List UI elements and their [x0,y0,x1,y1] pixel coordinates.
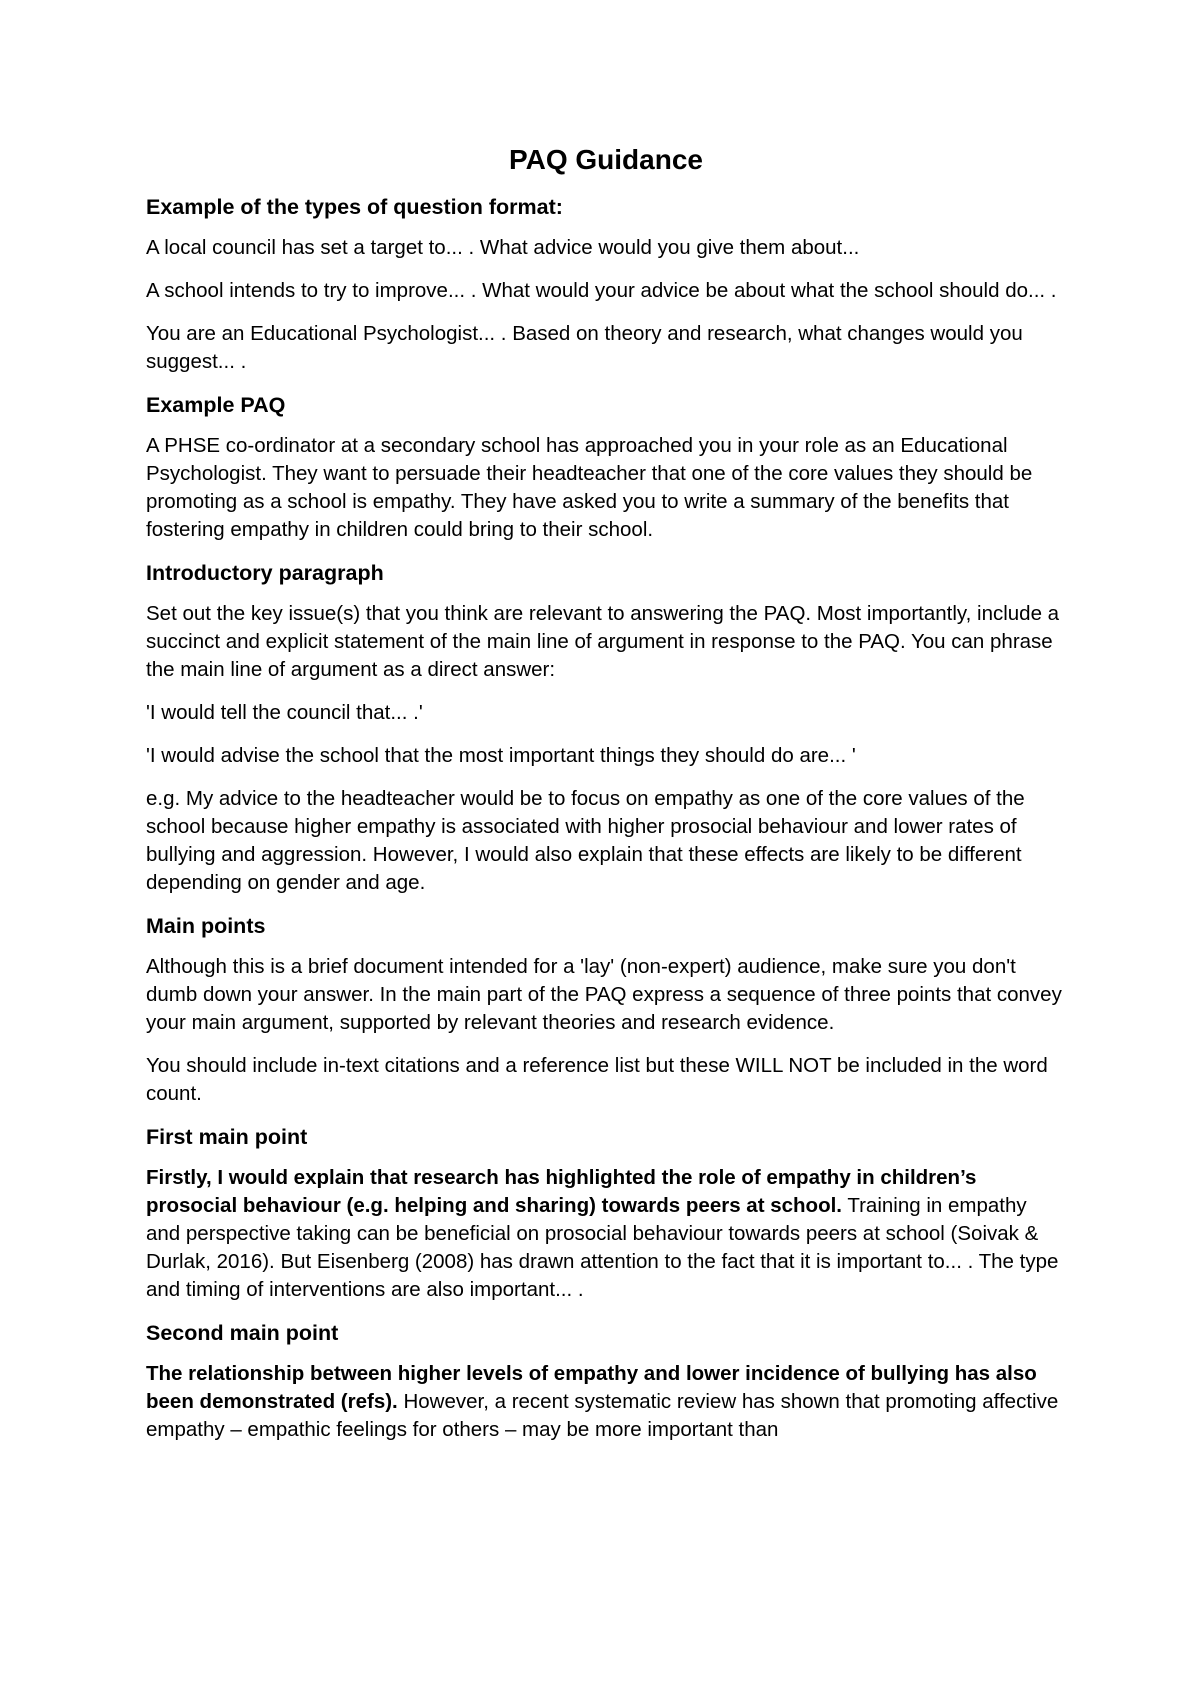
example-paq-text: A PHSE co-ordinator at a secondary school has approached you in your role as an Educational Psychologist. They want to persuade their headteacher that one of the core values they should be promoting as a school is empathy. They have asked you to write a summary of the benefits that fostering empathy in children could bring to their school. [146,434,1033,541]
introductory-example: e.g. My advice to the headteacher would be to focus on empathy as one of the core values of the school because higher empathy is associated with higher prosocial behaviour and lower rates of bullying and aggression. However, I would also explain that these effects are likely to be different depending on gender and age. [146,787,1025,894]
main-points-citations-note: You should include in-text citations and a reference list but these WILL NOT be included in the word count. [146,1054,1048,1105]
introductory-quote-2: 'I would advise the school that the most important things they should do are... ' [146,744,856,767]
second-point-paragraph [146,1360,1066,1444]
main-points-text: Although this is a brief document intended for a 'lay' (non-expert) audience, make sure you don't dumb down your answer. In the main part of the PAQ express a sequence of three points that convey your main argument, supported by relevant theories and research evidence. [146,955,1062,1034]
second-point-bold-lead: The relationship between higher levels of empathy and lower incidence of bullying has also been demonstrated (refs). [146,1362,1037,1413]
first-point-paragraph [146,1164,1066,1304]
document-page [146,143,1066,1459]
question-format-heading: Example of the types of question format: [146,195,563,219]
second-point-body: However, a recent systematic review has shown that promoting affective empathy – empathic feelings for others – may be more important than [146,1390,1059,1441]
question-format-example-3: You are an Educational Psychologist... . Based on theory and research, what changes would you suggest... . [146,322,1023,373]
first-point-bold-lead: Firstly, I would explain that research has highlighted the role of empathy in children’s prosocial behaviour (e.g. helping and sharing) towards peers at school. [146,1166,977,1217]
main-points-heading: Main points [146,914,266,938]
second-point-heading: Second main point [146,1321,339,1345]
introductory-text: Set out the key issue(s) that you think are relevant to answering the PAQ. Most importantly, include a succinct and explicit statement of the main line of argument in response to the PAQ. You can phrase the main line of argument as a direct answer: [146,602,1060,681]
first-point-heading: First main point [146,1125,308,1149]
first-point-body: Training in empathy and perspective taking can be beneficial on prosocial behaviour towards peers at school (Soivak & Durlak, 2016). But Eisenberg (2008) has drawn attention to the fact that it is important to... . The type and timing of interventions are also important... . [146,1194,1059,1301]
question-format-example-2: A school intends to try to improve... . What would your advice be about what the school should do... . [146,279,1057,302]
example-paq-heading: Example PAQ [146,393,286,417]
document-title: PAQ Guidance [509,144,703,175]
introductory-heading: Introductory paragraph [146,561,384,585]
introductory-quote-1: 'I would tell the council that... .' [146,701,423,724]
question-format-example-1: A local council has set a target to... . What advice would you give them about... [146,236,860,259]
